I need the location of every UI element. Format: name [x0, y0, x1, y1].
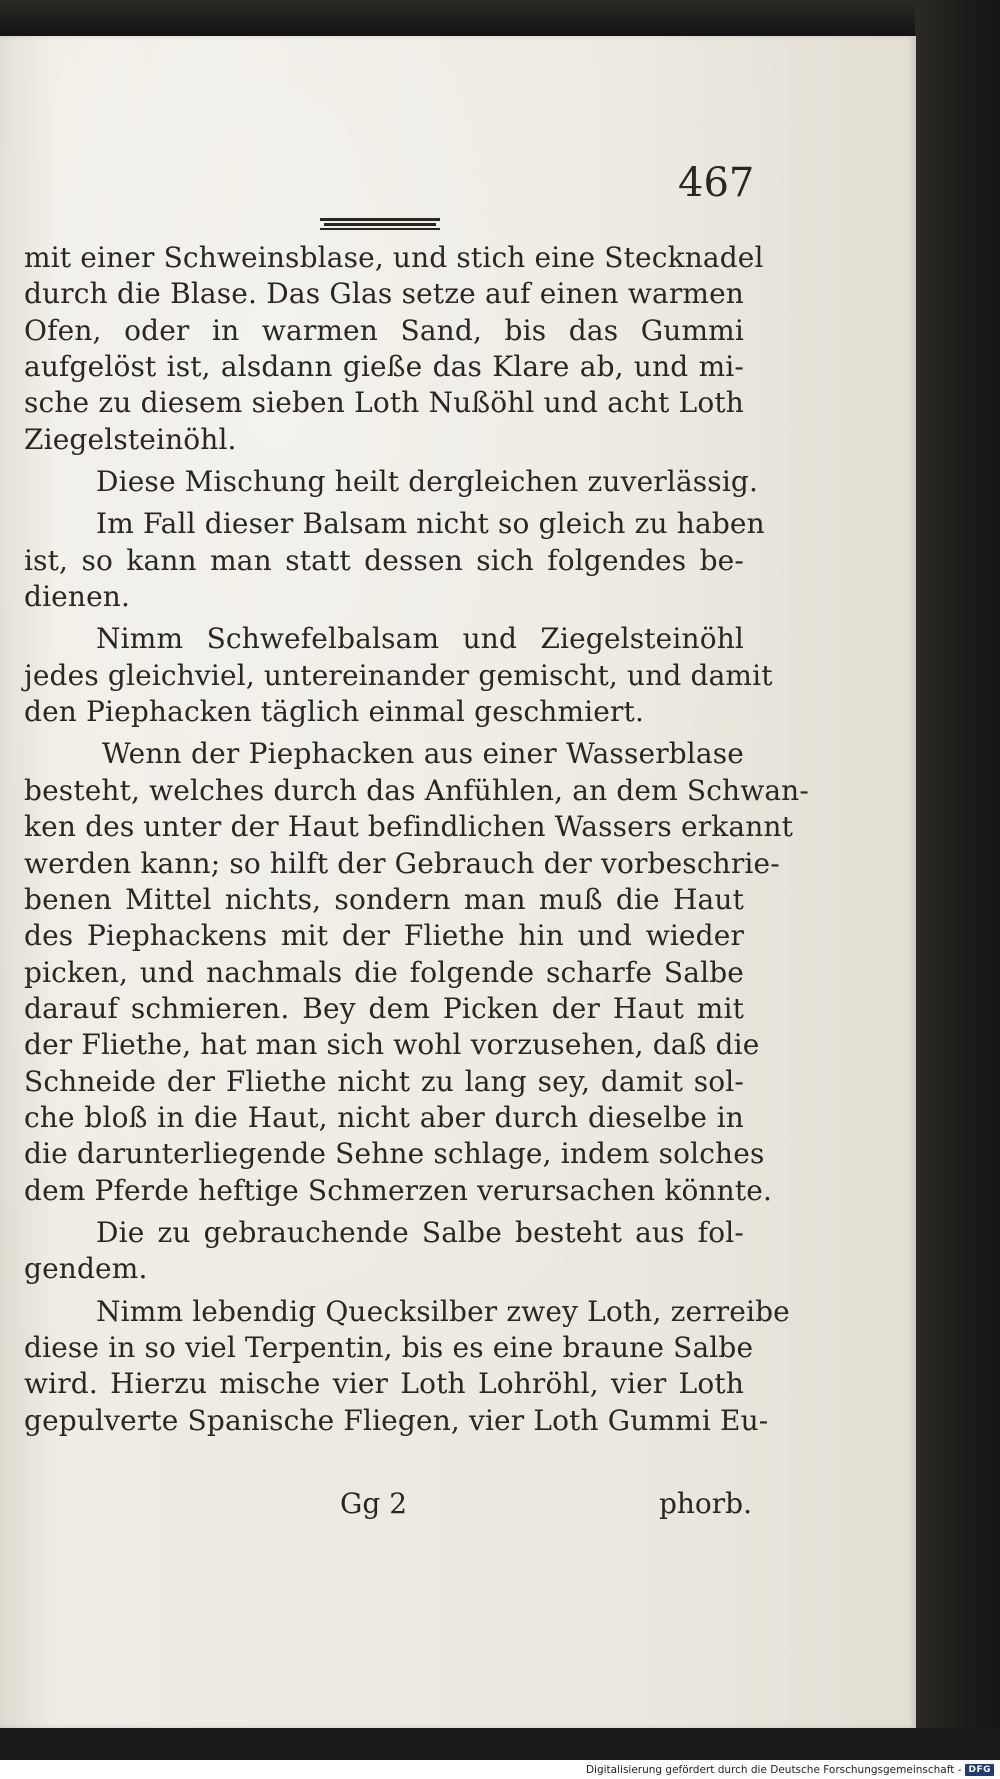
text-line: Diese Mischung heilt dergleichen zuverlässig.	[96, 465, 759, 499]
text-line: picken, und nachmals die folgende scharfe Salbe	[24, 955, 744, 989]
body-text	[24, 240, 809, 1439]
text-line: jedes gleichviel, untereinander gemischt, und damit	[24, 658, 773, 692]
text-line: Schneide der Fliethe nicht zu lang sey, damit sol-	[24, 1064, 744, 1098]
text-line: gepulverte Spanische Fliegen, vier Loth Gummi Eu-	[24, 1403, 769, 1437]
text-line: ist, so kann man statt dessen sich folgendes be-	[24, 543, 744, 577]
text-line: des Piephackens mit der Fliethe hin und wieder	[24, 919, 744, 953]
text-line: Nimm Schwefelbalsam und Ziegelsteinöhl	[96, 622, 744, 656]
text-line: Im Fall dieser Balsam nicht so gleich zu haben	[96, 507, 765, 541]
paragraph	[24, 240, 764, 458]
text-line: Die zu gebrauchende Salbe besteht aus fol-	[96, 1215, 744, 1249]
text-line: wird. Hierzu mische vier Loth Lohröhl, vier Loth	[24, 1367, 744, 1401]
paragraph	[24, 506, 765, 615]
text-line: che bloß in die Haut, nicht aber durch dieselbe in	[24, 1100, 744, 1134]
text-line: ken des unter der Haut befindlichen Wassers erkannt	[24, 810, 793, 844]
paragraph	[24, 621, 773, 730]
credit-text: Digitalisierung gefördert durch die Deutsche Forschungsgemeinschaft -	[585, 1763, 962, 1776]
text-line: die darunterliegende Sehne schlage, indem solches	[24, 1137, 765, 1171]
dfg-logo: DFG	[965, 1764, 994, 1776]
scan-border-top	[0, 0, 1000, 36]
text-line: Ziegelsteinöhl.	[24, 422, 237, 456]
paragraph	[24, 736, 809, 1208]
text-line: mit einer Schweinsblase, und stich eine Stecknadel	[24, 241, 764, 274]
page-number: 467	[678, 160, 755, 206]
text-line: dem Pferde heftige Schmerzen verursachen könnte.	[24, 1173, 773, 1207]
text-line: der Fliethe, hat man sich wohl vorzusehen, daß die	[24, 1028, 760, 1062]
signature-mark: Gg 2	[340, 1487, 408, 1520]
text-line: den Piephacken täglich einmal geschmiert.	[24, 695, 644, 729]
text-line: gendem.	[24, 1252, 148, 1286]
paragraph	[24, 1215, 744, 1288]
text-line: Wenn der Piephacken aus einer Wasserblase	[102, 737, 744, 771]
paragraph	[24, 464, 759, 500]
text-line: darauf schmieren. Bey dem Picken der Haut mit	[24, 991, 744, 1025]
scan-border-bottom	[0, 1728, 1000, 1762]
text-line: durch die Blase. Das Glas setze auf einen warmen	[24, 277, 744, 311]
scan-border-right	[915, 0, 1000, 1760]
catchword: phorb.	[658, 1487, 752, 1520]
text-line: diese in so viel Terpentin, bis es eine braune Salbe	[24, 1330, 754, 1364]
text-line: benen Mittel nichts, sondern man muß die Haut	[24, 882, 744, 916]
paragraph	[24, 1294, 790, 1439]
text-line: besteht, welches durch das Anfühlen, an dem Schwan-	[24, 773, 809, 807]
text-line: dienen.	[24, 580, 131, 614]
text-line: sche zu diesem sieben Loth Nußöhl und acht Loth	[24, 386, 744, 420]
header-rule-ornament	[320, 216, 440, 232]
digitization-credit-bar	[0, 1760, 1000, 1779]
page-foot	[340, 1487, 752, 1521]
text-line: aufgelöst ist, alsdann gieße das Klare ab, und mi-	[24, 350, 744, 384]
text-line: Nimm lebendig Quecksilber zwey Loth, zerreibe	[96, 1294, 790, 1328]
text-line: werden kann; so hilft der Gebrauch der vorbeschrie-	[24, 846, 780, 880]
text-line: Ofen, oder in warmen Sand, bis das Gummi	[24, 313, 744, 347]
